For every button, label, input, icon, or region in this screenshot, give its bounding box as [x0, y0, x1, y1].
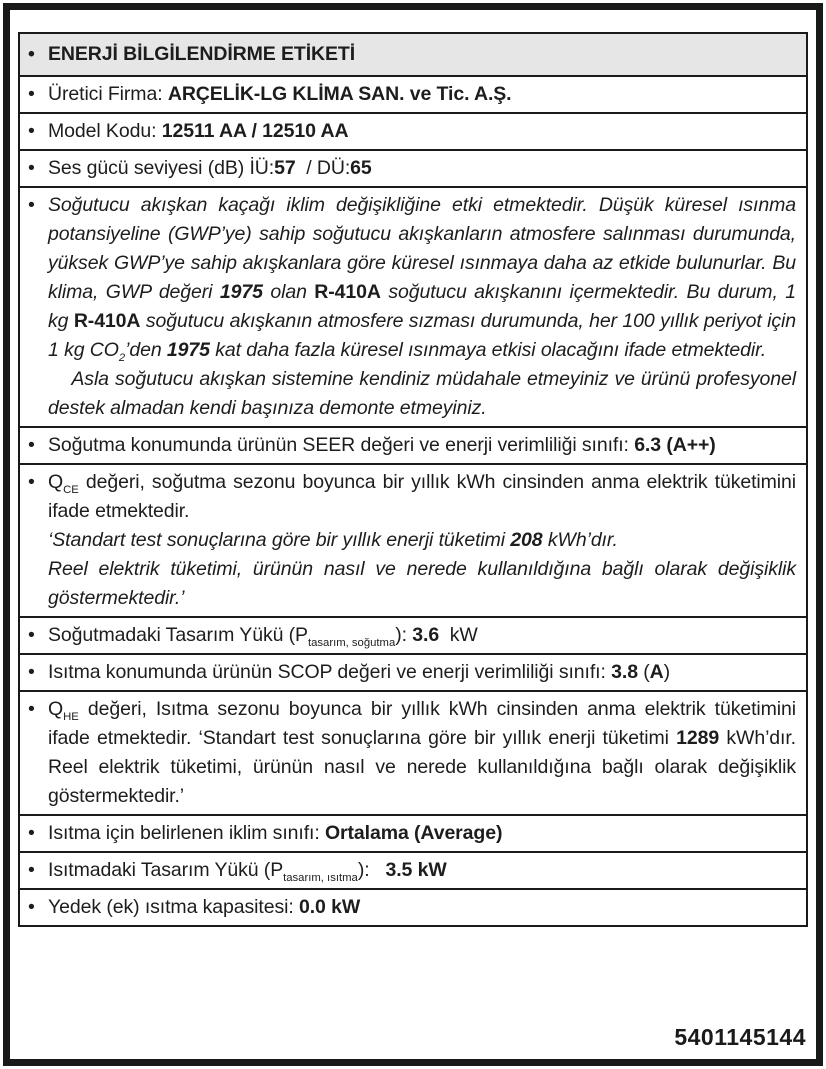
- energy-info-table: [18, 32, 808, 927]
- backup-heating-text: Yedek (ek) ısıtma kapasitesi: 0.0 kW: [48, 896, 361, 918]
- page-border-frame: [3, 3, 823, 1066]
- bullet-icon: •: [28, 822, 35, 844]
- bullet-icon: •: [28, 896, 35, 918]
- row-climate-class: [20, 816, 806, 853]
- document-code: 5401145144: [674, 1024, 806, 1050]
- row-manufacturer: [20, 77, 806, 114]
- model-code-text: Model Kodu: 12511 AA / 12510 AA: [48, 120, 349, 142]
- cooling-design-load-text: Soğutmadaki Tasarım Yükü $(P_{tasarım, soğutma})$: 3.6 kW: [48, 624, 478, 650]
- bullet-icon: •: [28, 698, 35, 720]
- scop-text: Isıtma konumunda ürünün SCOP değeri ve enerji verimliliği sınıfı: 3.8 (A): [48, 661, 671, 683]
- manufacturer-text: Üretici Firma: ARÇELİK-LG KLİMA SAN. ve Tic. A.Ş.: [48, 83, 512, 105]
- row-seer: [20, 428, 806, 465]
- bullet-icon: •: [28, 859, 35, 881]
- row-backup-heating: [20, 890, 806, 925]
- row-sound-power: [20, 151, 806, 188]
- row-energy-label-header: [20, 34, 806, 77]
- qhe-text: $Q_{HE}$ değeri, Isıtma sezonu boyunca bir yıllık kWh cinsinden anma elektrik tüketimini ifade etmektedir. ‘Standart test sonuçlarına göre bir yıllık enerji tüketimi 1289 kWh’dır. Reel elektrik tüketimi, ürünün nasıl ve nerede kullanıldığına bağlı olarak değişiklik göstermektedir.’: [48, 698, 797, 807]
- row-refrigerant-info: [20, 188, 806, 428]
- energy-label-title: ENERJİ BİLGİLENDİRME ETİKETİ: [48, 43, 356, 65]
- refrigerant-info-text: Soğutucu akışkan kaçağı iklim değişikliğine etki etmektedir. Düşük küresel ısınma potansiyeline (GWP’ye) sahip soğutucu akışkanların atmosfere salınması durumunda, yüksek GWP’ye sahip akışkanlara göre küresel ısınmaya daha az etkide bulunurlar. Bu klima, GWP değeri 1975 olan R-410A soğutucu akışkanını içermektedir. Bu durum, 1 kg R-410A soğutucu akışkanın atmosfere sızması durumunda, her 100 yıllık periyot için 1 kg $CO_2’den$ 1975 kat daha fazla küresel ısınmaya etkisi olacağını ifade etmektedir. Asla soğutucu akışkan sistemine kendiniz müdahale etmeyiniz ve ürünü profesyonel destek almadan kendi başınıza demonte etmeyiniz.: [48, 194, 796, 419]
- bullet-icon: •: [28, 471, 35, 493]
- row-heating-design-load: [20, 853, 806, 890]
- climate-class-text: Isıtma için belirlenen iklim sınıfı: Ortalama (Average): [48, 822, 503, 844]
- bullet-icon: •: [28, 157, 35, 179]
- bullet-icon: •: [28, 661, 35, 683]
- qce-text: $Q_{CE}$ değeri, soğutma sezonu boyunca bir yıllık kWh cinsinden anma elektrik tüketimini ifade etmektedir. ‘Standart test sonuçlarına göre bir yıllık enerji tüketimi 208 kWh’dır. Reel elektrik tüketimi, ürünün nasıl ve nerede kullanıldığına bağlı olarak değişiklik göstermektedir.’: [48, 471, 796, 609]
- seer-text: Soğutma konumunda ürünün SEER değeri ve enerji verimliliği sınıfı: 6.3 (A++): [48, 434, 716, 456]
- heating-design-load-text: Isıtmadaki Tasarım Yükü $(P_{tasarım, ısıtma})$: 3.5 kW: [48, 859, 447, 885]
- bullet-icon: •: [28, 43, 35, 65]
- row-model-code: [20, 114, 806, 151]
- bullet-icon: •: [28, 120, 35, 142]
- row-qhe: [20, 692, 806, 816]
- bullet-icon: •: [28, 194, 35, 216]
- sound-power-text: Ses gücü seviyesi (dB) İÜ:57 / DÜ:65: [48, 157, 372, 179]
- bullet-icon: •: [28, 434, 35, 456]
- row-qce: [20, 465, 806, 618]
- row-scop: [20, 655, 806, 692]
- bullet-icon: •: [28, 83, 35, 105]
- bullet-icon: •: [28, 624, 35, 646]
- row-cooling-design-load: [20, 618, 806, 655]
